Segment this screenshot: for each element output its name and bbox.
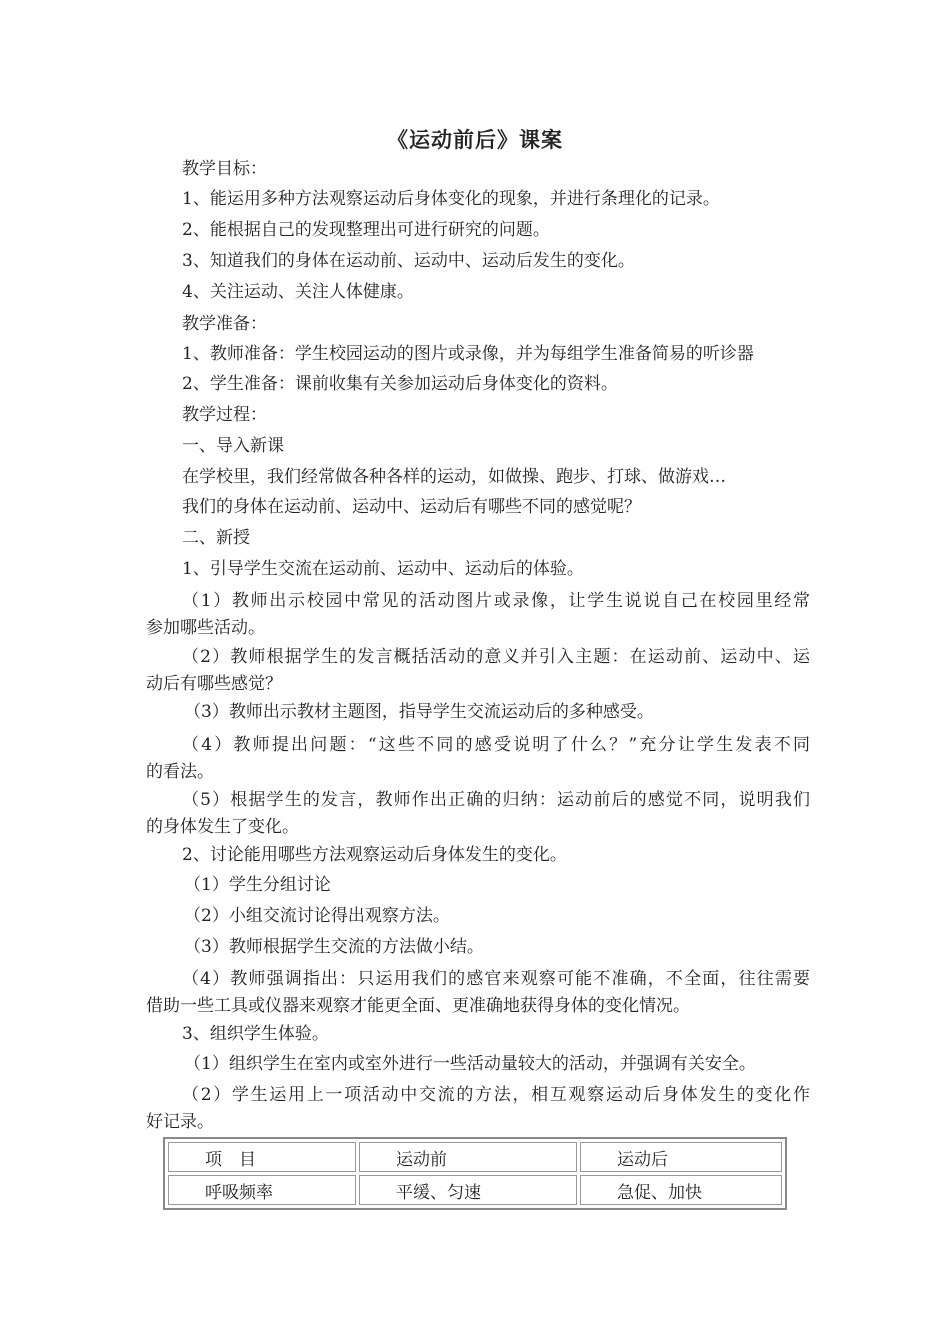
step-paragraph (146, 732, 810, 786)
subsection-heading: 一、导入新课 (182, 436, 284, 456)
step-paragraph (146, 1082, 810, 1136)
paragraph-rest: 好记录。 (146, 1112, 214, 1132)
step-item: （1）组织学生在室内或室外进行一些活动量较大的活动，并强调有关安全。 (184, 1054, 756, 1074)
section-heading-process: 教学过程： (182, 405, 267, 425)
table-header-cell: 运动前 (359, 1142, 577, 1172)
step-paragraph (146, 644, 810, 698)
paragraph-rest: 的身体发生了变化。 (146, 817, 299, 837)
step-paragraph: （3）教师出示教材主题图，指导学生交流运动后的多种感受。 (184, 702, 654, 722)
paragraph-first-line: （2）学生运用上一项活动中交流的方法，相互观察运动后身体发生的变化作 (182, 1085, 810, 1105)
step-item: （1）学生分组讨论 (184, 875, 331, 895)
paragraph-rest: 参加哪些活动。 (146, 618, 265, 638)
paragraph-first-line: （4）教师强调指出：只运用我们的感官来观察可能不准确，不全面，往往需要 (182, 969, 810, 989)
intro-question: 我们的身体在运动前、运动中、运动后有哪些不同的感觉呢？ (182, 497, 641, 517)
step-paragraph (146, 966, 810, 1020)
subsection-heading: 二、新授 (182, 528, 250, 548)
goal-item: 2、能根据自己的发现整理出可进行研究的问题。 (182, 220, 550, 240)
step-paragraph (146, 588, 810, 642)
table-header-cell: 项 目 (168, 1142, 356, 1172)
step-heading: 1、引导学生交流在运动前、运动中、运动后的体验。 (182, 559, 584, 579)
paragraph-first-line: （2）教师根据学生的发言概括活动的意义并引入主题：在运动前、运动中、运 (182, 647, 810, 667)
table-row (168, 1175, 782, 1205)
step-item: （3）教师根据学生交流的方法做小结。 (184, 937, 484, 957)
table-cell: 呼吸频率 (168, 1175, 356, 1205)
step-item: （2）小组交流讨论得出观察方法。 (184, 906, 450, 926)
table-header-cell: 运动后 (580, 1142, 782, 1172)
paragraph-rest: 借助一些工具或仪器来观察才能更全面、更准确地获得身体的变化情况。 (146, 996, 690, 1016)
observation-table (163, 1137, 787, 1210)
step-paragraph (146, 787, 810, 841)
section-heading-goals: 教学目标： (182, 159, 267, 179)
step-heading: 2、讨论能用哪些方法观察运动后身体发生的变化。 (182, 845, 567, 865)
table-header-row (168, 1142, 782, 1172)
paragraph-first-line: （1）教师出示校园中常见的活动图片或录像，让学生说说自己在校园里经常 (182, 591, 810, 611)
section-heading-preparation: 教学准备： (182, 314, 267, 334)
preparation-item: 1、教师准备：学生校园运动的图片或录像，并为每组学生准备简易的听诊器 (182, 344, 754, 364)
step-heading: 3、组织学生体验。 (182, 1024, 329, 1044)
table-cell: 平缓、匀速 (359, 1175, 577, 1205)
table-cell: 急促、加快 (580, 1175, 782, 1205)
goal-item: 3、知道我们的身体在运动前、运动中、运动后发生的变化。 (182, 251, 635, 271)
goal-item: 4、关注运动、关注人体健康。 (182, 282, 414, 302)
page-title: 《运动前后》课案 (387, 128, 563, 152)
paragraph-first-line: （4）教师提出问题：“这些不同的感受说明了什么？”充分让学生发表不同 (182, 735, 810, 755)
paragraph-first-line: （5）根据学生的发言，教师作出正确的归纳：运动前后的感觉不同，说明我们 (182, 790, 810, 810)
goal-item: 1、能运用多种方法观察运动后身体变化的现象，并进行条理化的记录。 (182, 189, 720, 209)
paragraph-rest: 的看法。 (146, 762, 214, 782)
intro-text: 在学校里，我们经常做各种各样的运动，如做操、跑步、打球、做游戏… (182, 467, 726, 487)
paragraph-rest: 动后有哪些感觉？ (146, 674, 282, 694)
preparation-item: 2、学生准备：课前收集有关参加运动后身体变化的资料。 (182, 374, 618, 394)
